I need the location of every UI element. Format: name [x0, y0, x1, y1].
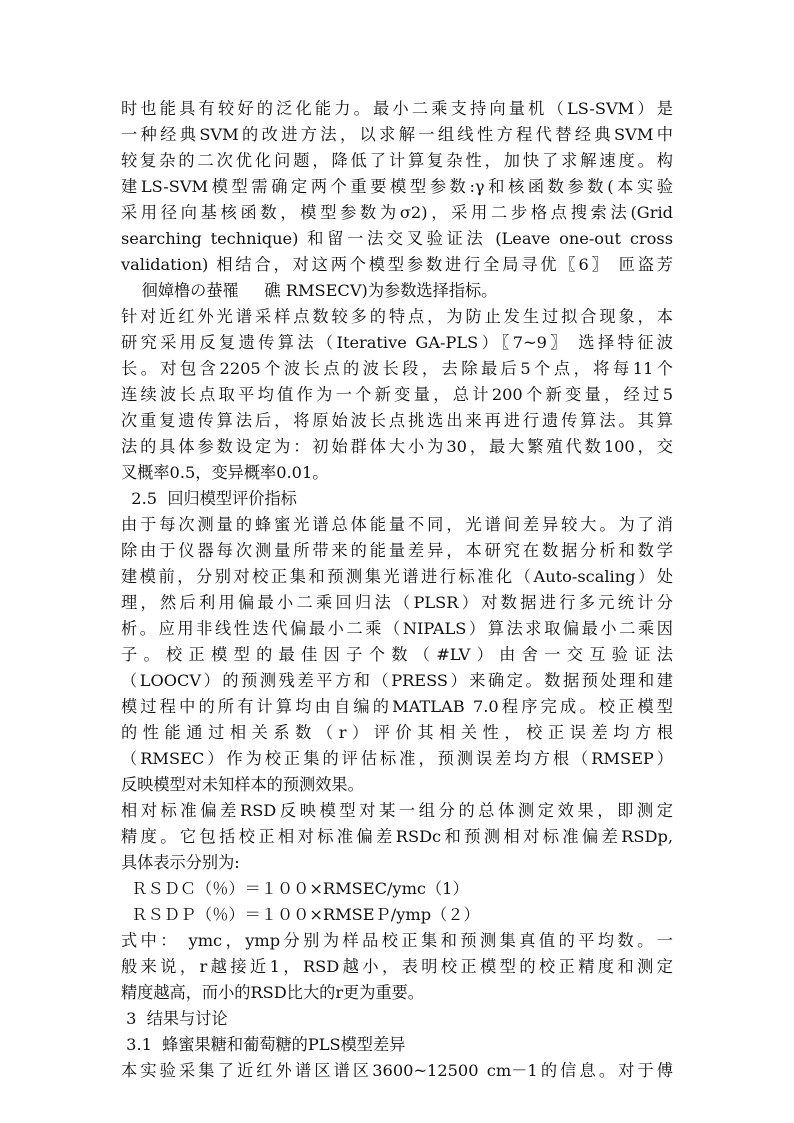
- text-line: validation) 相结合，对这两个模型参数进行全局寻优〖6〗 匝盗芳: [121, 255, 673, 274]
- text-line: 精度。它包括校正相对标准偏差RSDc和预测相对标准偏差RSDp,: [121, 827, 673, 846]
- paragraph-first-line: 本实验采集了近红外谱区谱区3600~12500 cm－1的信息。对于傅: [121, 1061, 673, 1080]
- paragraph-first-line: 针对近红外光谱采样点数较多的特点，为防止发生过拟合现象，本: [121, 307, 673, 326]
- paragraph-first-line: 式中： ymc，ymp分别为样品校正集和预测集真值的平均数。一: [121, 931, 673, 950]
- text-line: 具体表示分别为:: [121, 853, 240, 872]
- text-line: 长。对包含2205个波长点的波长段，去除最后5个点，将每11个: [121, 359, 673, 378]
- text-line: 般来说，r越接近1，RSD越小，表明校正模型的校正精度和测定: [121, 957, 673, 976]
- formula-rsdp: ＲＳＤＰ（％）＝１００×RMSEＰ/ymp（２）: [121, 905, 480, 924]
- text-line: 析。应用非线性迭代偏最小二乘（NIPALS）算法求取偏最小二乘因: [121, 619, 673, 638]
- text-line: 的性能通过相关系数（r）评价其相关性，校正误差均方根: [121, 723, 673, 742]
- text-line: 次重复遗传算法后，将原始波长点挑选出来再进行遗传算法。其算: [121, 411, 673, 430]
- text-line: 理，然后利用偏最小二乘回归法（PLSR）对数据进行多元统计分: [121, 593, 673, 612]
- section-heading-3: 3 结果与讨论: [121, 1009, 228, 1028]
- text-line: 叉概率0.5，变异概率0.01。: [121, 463, 329, 482]
- text-line: 除由于仪器每次测量所带来的能量差异，本研究在数据分析和数学: [121, 541, 673, 560]
- text-line: 连续波长点取平均值作为一个新变量，总计200个新变量，经过5: [121, 385, 673, 404]
- text-line: searching technique) 和留一法交叉验证法 (Leave one-out cross: [121, 229, 673, 248]
- text-line: 法的具体参数设定为：初始群体大小为30，最大繁殖代数100，交: [121, 437, 673, 456]
- paragraph-first-line: 相对标准偏差RSD反映模型对某一组分的总体测定效果，即测定: [121, 801, 673, 820]
- text-line: 建模前，分别对校正集和预测集光谱进行标准化（Auto-scaling）处: [121, 567, 673, 586]
- section-heading-2-5: 2.5 回归模型评价指标: [121, 489, 297, 508]
- text-line: 较复杂的二次优化问题，降低了计算复杂性，加快了求解速度。构: [121, 151, 673, 170]
- text-line: 时也能具有较好的泛化能力。最小二乘支持向量机（LS-SVM）是: [121, 99, 673, 118]
- text-line: 子。校正模型的最佳因子个数（#LV）由舍一交互验证法: [121, 645, 673, 664]
- formula-rsdc: ＲＳＤＣ（％）＝１００×RMSEC/ymc（1）: [121, 879, 469, 898]
- text-line: 研究采用反复遗传算法（Iterative GA-PLS）〖7~9〗 选择特征波: [121, 333, 673, 352]
- section-heading-3-1: 3.1 蜂蜜果糖和葡萄糖的PLS模型差异: [121, 1035, 406, 1054]
- text-line: 一种经典SVM的改进方法，以求解一组线性方程代替经典SVM中: [121, 125, 673, 144]
- text-line: 模过程中的所有计算均由自编的MATLAB 7.0程序完成。校正模型: [121, 697, 673, 716]
- text-line: 采用径向基核函数，模型参数为σ2)，采用二步格点搜索法(Grid: [121, 203, 673, 222]
- text-line: 建LS-SVM模型需确定两个重要模型参数:γ和核函数参数(本实验: [121, 177, 673, 196]
- paragraph-first-line: 由于每次测量的蜂蜜光谱总体能量不同，光谱间差异较大。为了消: [121, 515, 673, 534]
- text-line: （LOOCV）的预测残差平方和（PRESS）来确定。数据预处理和建: [121, 671, 673, 690]
- text-line-garbled: 徊嫜橹の蛬罹 礁 RMSECV)为参数选择指标。: [121, 281, 498, 300]
- text-line: 反映模型对未知样本的预测效果。: [121, 775, 364, 794]
- text-line: （RMSEC）作为校正集的评估标准，预测误差均方根（RMSEP）: [121, 749, 673, 768]
- text-line: 精度越高，而小的RSD比大的r更为重要。: [121, 983, 424, 1002]
